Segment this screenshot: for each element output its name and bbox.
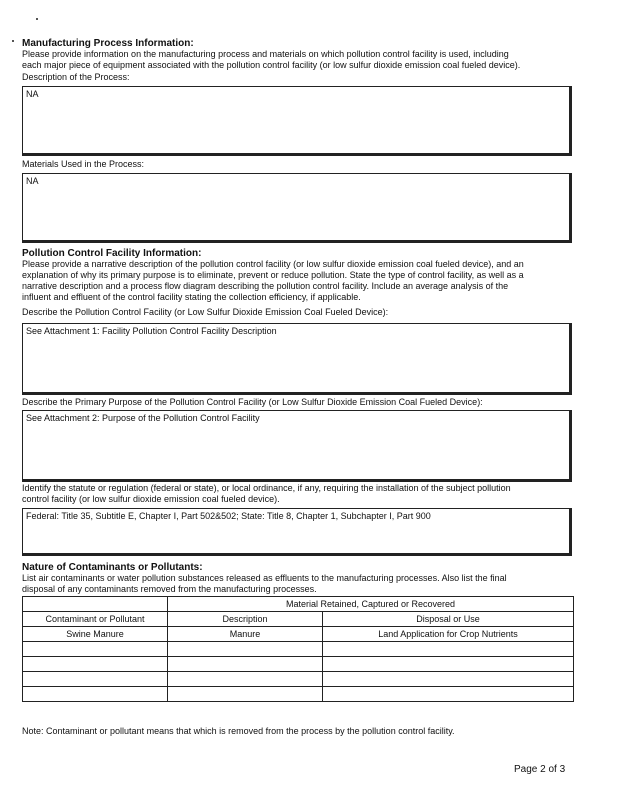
pcf-instructions-1: Please provide a narrative description of the pollution control facility (or low sulfur dioxide emission coal fueled device), and an bbox=[22, 259, 524, 269]
mfg-instructions-2: each major piece of equipment associated with the pollution control facility (or low sulfur dioxide emission coal fueled device). bbox=[22, 60, 521, 70]
table-cell[interactable]: Manure bbox=[168, 627, 323, 642]
mfg-heading: Manufacturing Process Information: bbox=[22, 38, 194, 49]
table-cell[interactable]: Swine Manure bbox=[23, 627, 168, 642]
purpose-label: Describe the Primary Purpose of the Pollution Control Facility (or Low Sulfur Dioxide Emission Coal Fueled Device): bbox=[22, 397, 483, 407]
table-cell[interactable] bbox=[23, 657, 168, 672]
statute-label-1: Identify the statute or regulation (federal or state), or local ordinance, if any, requiring the installation of the subject pollution bbox=[22, 483, 511, 493]
table-cell[interactable] bbox=[168, 687, 323, 702]
column-header: Description bbox=[168, 612, 323, 627]
table-cell[interactable] bbox=[323, 672, 574, 687]
table-cell[interactable] bbox=[23, 642, 168, 657]
contaminants-heading: Nature of Contaminants or Pollutants: bbox=[22, 562, 203, 573]
pcf-describe-field[interactable] bbox=[22, 323, 572, 395]
scan-mark bbox=[36, 18, 38, 20]
contaminants-table bbox=[22, 596, 574, 702]
materials-field[interactable] bbox=[22, 173, 572, 243]
page-number: Page 2 of 3 bbox=[514, 764, 566, 775]
purpose-field[interactable] bbox=[22, 410, 572, 482]
table-row bbox=[23, 657, 574, 672]
pcf-instructions-4: influent and effluent of the control facility stating the collection efficiency, if applicable. bbox=[22, 292, 361, 302]
table-cell[interactable] bbox=[168, 657, 323, 672]
footnote: Note: Contaminant or pollutant means that which is removed from the process by the pollution control facility. bbox=[22, 726, 455, 736]
mfg-instructions-1: Please provide information on the manufacturing process and materials on which pollution control facility is used, including bbox=[22, 49, 509, 59]
pcf-describe-value: See Attachment 1: Facility Pollution Control Facility Description bbox=[26, 326, 277, 336]
table-row bbox=[23, 687, 574, 702]
scan-mark bbox=[12, 40, 14, 42]
table-group-header: Material Retained, Captured or Recovered bbox=[168, 597, 574, 612]
purpose-value: See Attachment 2: Purpose of the Pollution Control Facility bbox=[26, 413, 260, 423]
table-header-row bbox=[23, 612, 574, 627]
materials-value: NA bbox=[26, 176, 39, 186]
description-value: NA bbox=[26, 89, 39, 99]
column-header: Disposal or Use bbox=[323, 612, 574, 627]
pcf-instructions-3: narrative description and a process flow diagram describing the pollution control facility. Include an average analysis of the bbox=[22, 281, 509, 291]
table-cell[interactable]: Land Application for Crop Nutrients bbox=[323, 627, 574, 642]
table-cell[interactable] bbox=[23, 672, 168, 687]
table-cell[interactable] bbox=[323, 657, 574, 672]
table-cell[interactable] bbox=[23, 687, 168, 702]
table-row bbox=[23, 672, 574, 687]
statute-value: Federal: Title 35, Subtitle E, Chapter I, Part 502&502; State: Title 8, Chapter 1, Subchapter I, Part 900 bbox=[26, 511, 431, 521]
contaminants-instructions-2: disposal of any contaminants removed from the manufacturing processes. bbox=[22, 584, 317, 594]
statute-label-2: control facility (or low sulfur dioxide emission coal fueled device). bbox=[22, 494, 280, 504]
pcf-describe-label: Describe the Pollution Control Facility (or Low Sulfur Dioxide Emission Coal Fueled Device): bbox=[22, 307, 389, 317]
table-cell[interactable] bbox=[323, 642, 574, 657]
table-row bbox=[23, 642, 574, 657]
description-field[interactable] bbox=[22, 86, 572, 156]
table-group-header-row bbox=[23, 597, 574, 612]
table-cell[interactable] bbox=[168, 642, 323, 657]
table-cell[interactable] bbox=[323, 687, 574, 702]
contaminants-instructions-1: List air contaminants or water pollution substances released as effluents to the manufacturing processes. Also list the final bbox=[22, 573, 507, 583]
column-header: Contaminant or Pollutant bbox=[23, 612, 168, 627]
statute-field[interactable] bbox=[22, 508, 572, 556]
table-blank-cell bbox=[23, 597, 168, 612]
table-row bbox=[23, 627, 574, 642]
pcf-heading: Pollution Control Facility Information: bbox=[22, 248, 202, 259]
table-cell[interactable] bbox=[168, 672, 323, 687]
description-label: Description of the Process: bbox=[22, 72, 130, 82]
materials-label: Materials Used in the Process: bbox=[22, 159, 145, 169]
pcf-instructions-2: explanation of why its primary purpose is to eliminate, prevent or reduce pollution. State the type of control facility, as well as a bbox=[22, 270, 524, 280]
